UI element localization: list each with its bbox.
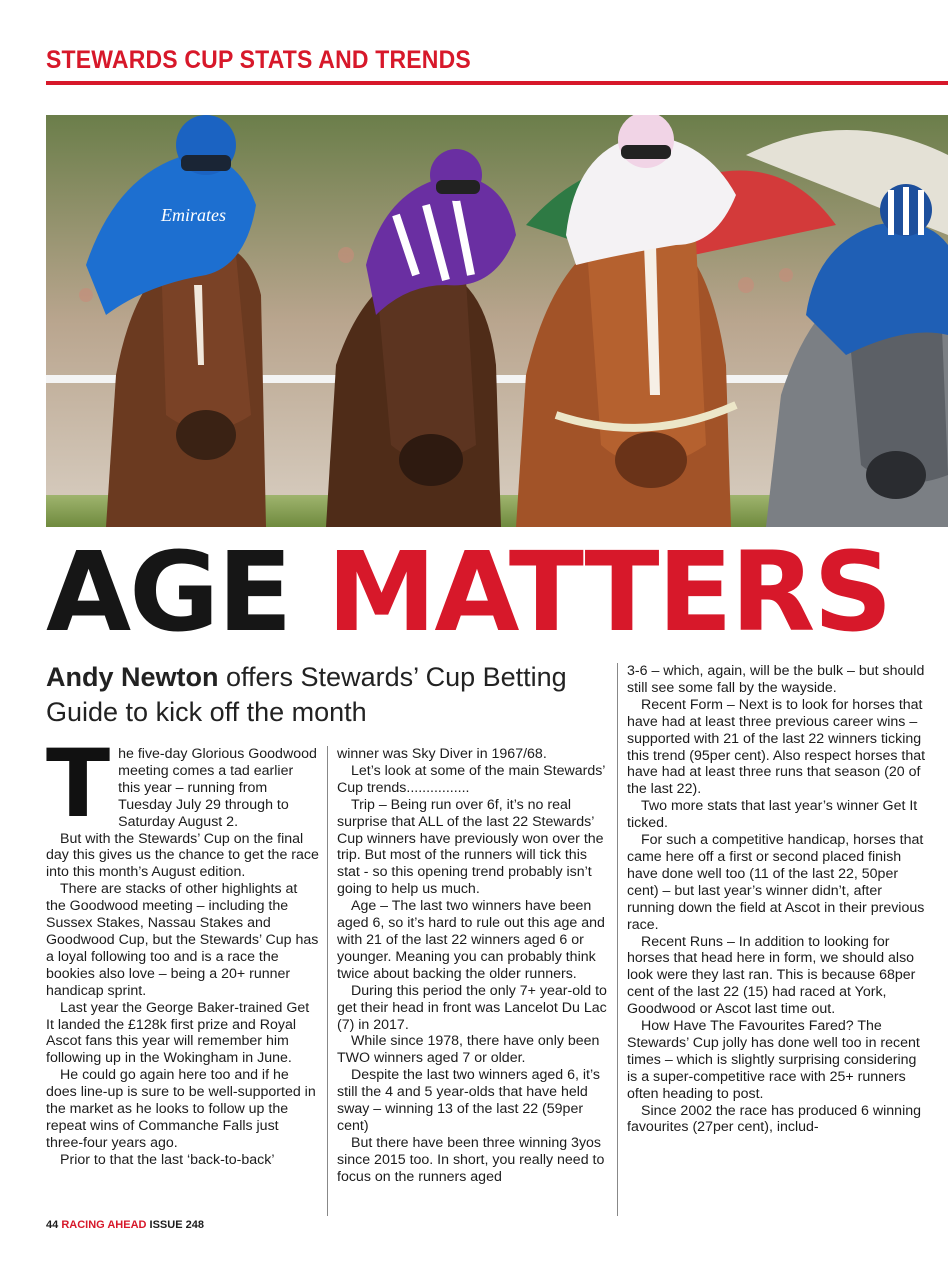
standfirst: [46, 660, 606, 730]
paragraph: But with the Stewards’ Cup on the final day this gives us the chance to get the race into this month’s August edition.: [46, 830, 319, 881]
headline: [46, 528, 891, 656]
paragraph: Since 2002 the race has produced 6 winning favourites (27per cent), includ-: [627, 1102, 922, 1136]
issue-number: ISSUE 248: [149, 1219, 204, 1231]
paragraph: There are stacks of other highlights at the Goodwood meeting – including the Sussex Stakes, Nassau Stakes and Goodwood Cup, but the Stewards’ Cup has a loyal following too and is a race the bookies also love – being a 20+ runner handicap sprint.: [46, 881, 319, 999]
column-divider: [327, 746, 328, 1216]
magazine-name: RACING AHEAD: [61, 1219, 147, 1231]
paragraph: Let’s look at some of the main Stewards’ Cup trends................: [337, 762, 605, 796]
paragraph: Despite the last two winners aged 6, it’s still the 4 and 5 year-olds that have held sway – winning 13 of the last 22 (59per cent): [337, 1067, 600, 1134]
paragraph: Two more stats that last year’s winner Get It ticked.: [627, 798, 918, 832]
paragraph: Trip – Being run over 6f, it’s no real surprise that ALL of the last 22 Stewards’ Cup winners have previously won over the trip. But most of the runners will tick this stat - so this opening trend probably isn’t going to help us much.: [337, 796, 604, 898]
paragraph: How Have The Favourites Fared? The Stewards’ Cup jolly has done well too in recent times – which is slightly surprising considering is a super-competitive race with 25+ runners often heading to post.: [627, 1018, 920, 1102]
paragraph: he five-day Glorious Goodwood meeting comes a tad earlier this year – running from Tuesday July 29 through to Saturday August 2.: [118, 746, 317, 830]
paragraph: He could go again here too and if he does line-up is sure to be well-supported in the market as he looks to follow up the repeat wins of Commanche Falls just three-four years ago.: [46, 1067, 316, 1151]
article-column-1: [46, 730, 319, 1169]
section-title: STEWARDS CUP STATS AND TRENDS: [46, 46, 471, 74]
article-column-3: [627, 663, 927, 1136]
paragraph: 3-6 – which, again, will be the bulk – but should still see some fall by the wayside.: [627, 663, 925, 696]
title-rule: [46, 81, 948, 85]
author-name: Andy Newton: [46, 662, 219, 692]
paragraph: While since 1978, there have only been TWO winners aged 7 or older.: [337, 1033, 600, 1067]
dropcap: T: [46, 730, 111, 839]
paragraph: Prior to that the last ‘back-to-back’: [60, 1151, 275, 1168]
paragraph: Age – The last two winners have been aged 6, so it’s hard to rule out this age and with 21 of the last 22 winners aged 6 or younger. Meaning you can probably think twice about backing the older runners.: [337, 898, 605, 982]
paragraph: winner was Sky Diver in 1967/68.: [337, 746, 547, 762]
paragraph: Last year the George Baker-trained Get It landed the £128k first prize and Royal Ascot fans this year will remember him following up in the Wokingham in June.: [46, 999, 310, 1067]
paragraph: Recent Form – Next is to look for horses that have had at least three previous career wins – supported with 21 of the last 22 winners ticking this trend (95per cent). Also respect horses that have had at least three runs that season (20 of the last 22).: [627, 696, 926, 798]
headline-word-age: AGE: [46, 528, 291, 656]
hero-image: [46, 115, 948, 527]
standfirst-text: offers Stewards’ Cup Betting Guide to kick off the month: [46, 662, 567, 727]
page-number: 44: [46, 1219, 59, 1231]
paragraph: Recent Runs – In addition to looking for horses that head here in form, we should also look were they last ran. This is because 68per cent of the last 22 (15) had raced at York, Goodwood or Ascot last time out.: [627, 933, 916, 1018]
headline-word-matters: MATTERS: [326, 528, 891, 656]
page-footer: [46, 1219, 204, 1231]
paragraph: During this period the only 7+ year-old to get their head in front was Lancelot Du Lac (7) in 2017.: [337, 982, 607, 1033]
paragraph: But there have been three winning 3yos since 2015 too. In short, you really need to focus on the runners aged: [337, 1134, 605, 1185]
jockey-silk-text: Emirates: [161, 205, 226, 225]
article-column-2: [337, 746, 610, 1186]
paragraph: For such a competitive handicap, horses that came here off a first or second placed finish have done well too (11 of the last 22, 50per cent) – but last year’s winner didn’t, after running down the field at Ascot in their previous race.: [627, 832, 925, 933]
column-divider: [617, 663, 618, 1216]
